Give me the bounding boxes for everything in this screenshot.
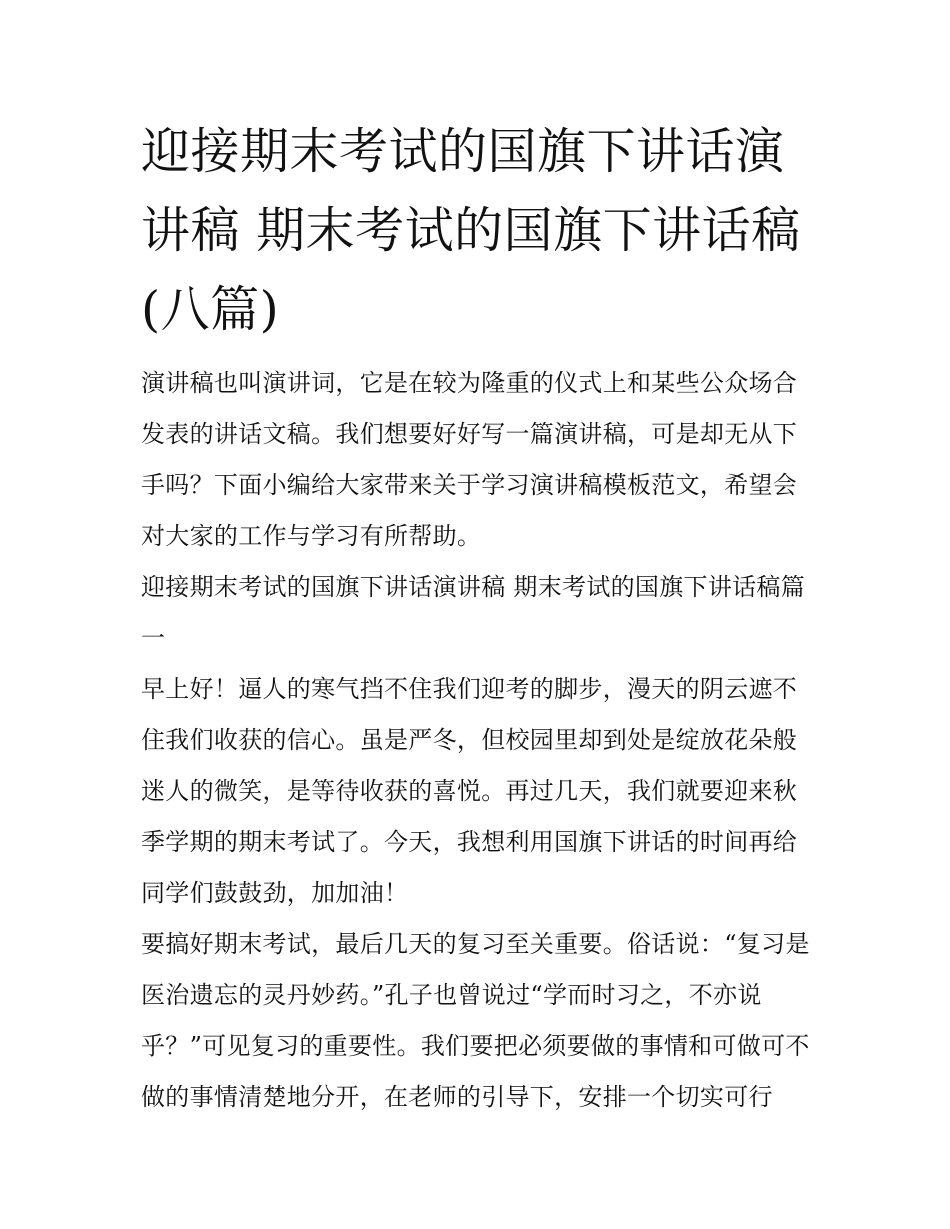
body-paragraph-1: 早上好！逼人的寒气挡不住我们迎考的脚步，漫天的阴云遮不住我们收获的信心。虽是严冬，但校园里却到处是绽放花朵般迷人的微笑，是等待收获的喜悦。再过几天，我们就要迎来秋季学期的期末考试了。今天，我想利用国旗下讲话的时间再给同学们鼓鼓劲，加加油！: [141, 675, 798, 907]
document-page: [141, 112, 821, 1123]
intro-paragraph: 演讲稿也叫演讲词，它是在较为隆重的仪式上和某些公众场合发表的讲话文稿。我们想要好好写一篇演讲稿，可是却无从下手吗？下面小编给大家带来关于学习演讲稿模板范文，希望会对大家的工作与学习有所帮助。: [141, 369, 798, 550]
section-heading: 迎接期末考试的国旗下讲话演讲稿 期末考试的国旗下讲话稿篇一: [141, 573, 806, 652]
document-title: 迎接期末考试的国旗下讲话演讲稿 期末考试的国旗下讲话稿(八篇): [141, 123, 801, 338]
body-paragraph-2: 要搞好期末考试，最后几天的复习至关重要。俗话说：“复习是医治遗忘的灵丹妙药。”孔子也曾说过“学而时习之，不亦说乎？”可见复习的重要性。我们要把必须要做的事情和可做可不做的事情清楚地分开，在老师的引导下，安排一个切实可行: [141, 930, 810, 1111]
